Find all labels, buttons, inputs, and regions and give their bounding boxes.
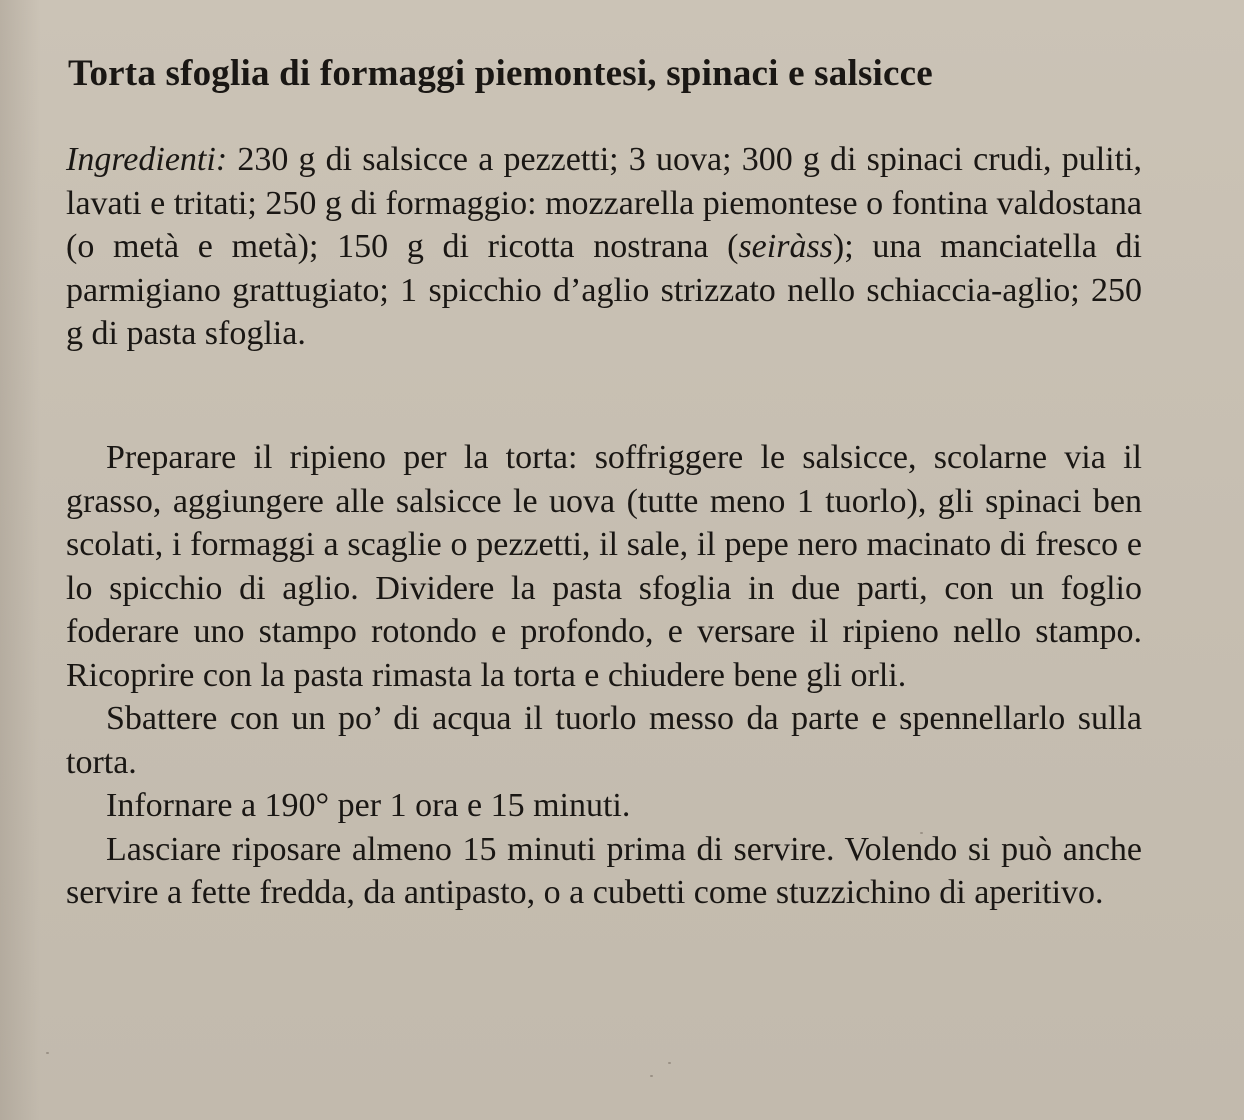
ingredients-text-part2: ); una manciatella di parmigiano grattugiato; 1 spicchio d’aglio strizzato nello schiaccia-aglio; 250 g di pasta sfoglia. xyxy=(66,228,1142,352)
ingredients-italic-term: seiràss xyxy=(738,228,833,265)
method-paragraph-2: Sbattere con un po’ di acqua il tuorlo messo da parte e spennellarlo sulla torta. xyxy=(66,700,1142,781)
ingredients-label: Ingredienti: xyxy=(66,141,228,178)
paper-speck xyxy=(650,1075,653,1077)
ingredients-text-part1: 230 g di salsicce a pezzetti; 3 uova; 300 g di spinaci crudi, puliti, lavati e tritati; 250 g di formaggio: mozzarella piemontese o fontina valdostana (o metà e metà); 150 g di ricotta nostrana ( xyxy=(66,141,1142,265)
paper-speck xyxy=(668,1062,671,1064)
method-paragraph-1: Preparare il ripieno per la torta: soffriggere le salsicce, scolarne via il grasso, aggiungere alle salsicce le uova (tutte meno 1 tuorlo), gli spinaci ben scolati, i formaggi a scaglie o pezzetti, il sale, il pepe nero macinato di fresco e lo spicchio di aglio. Dividere la pasta sfoglia in due parti, con un foglio foderare uno stampo rotondo e profondo, e versare il ripieno nello stampo. Ricoprire con la pasta rimasta la torta e chiudere bene gli orli. xyxy=(66,439,1142,694)
ingredients-paragraph xyxy=(66,138,1142,356)
method-paragraph-3: Infornare a 190° per 1 ora e 15 minuti. xyxy=(106,787,631,824)
paper-speck xyxy=(46,1052,49,1054)
method-paragraph-4: Lasciare riposare almeno 15 minuti prima di servire. Volendo si può anche servire a fette fredda, da antipasto, o a cubetti come stuzzichino di aperitivo. xyxy=(66,830,1142,911)
paper-speck xyxy=(920,832,923,834)
method-section xyxy=(66,436,1142,915)
recipe-title: Torta sfoglia di formaggi piemontesi, spinaci e salsicce xyxy=(68,53,933,94)
